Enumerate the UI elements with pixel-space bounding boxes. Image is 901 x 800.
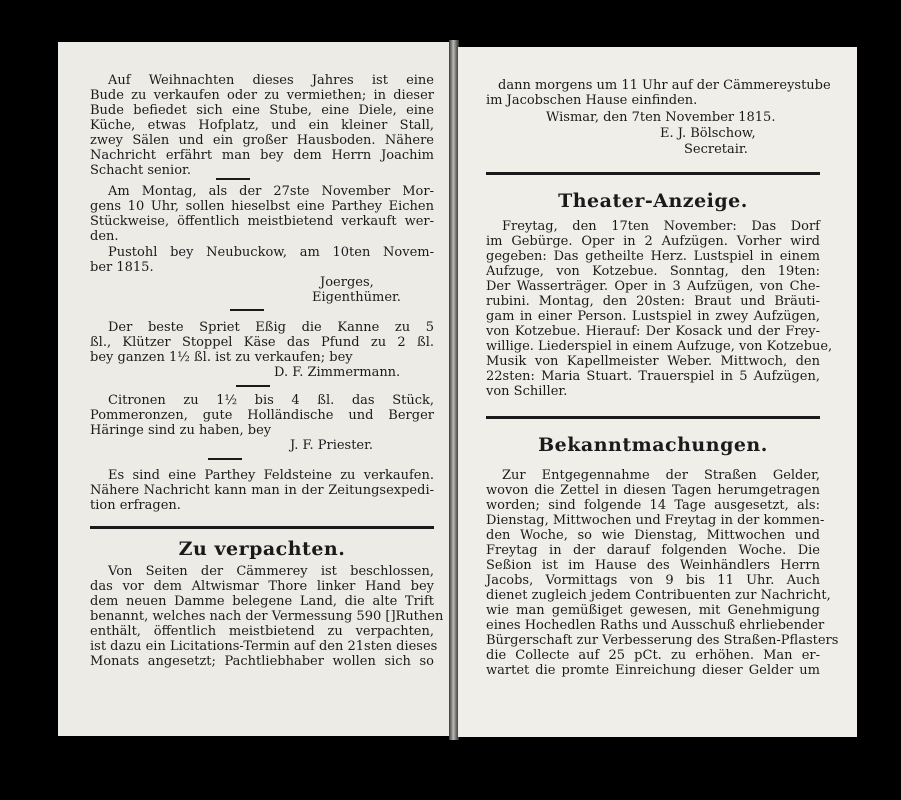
notice3-line: Pustohl bey Neubuckow, am 10ten Novem-	[108, 245, 434, 260]
announcement-line: Freytag in der darauf folgenden Woche. Die	[486, 543, 820, 558]
section-line: das vor dem Altwismar Thore linker Hand bey	[90, 579, 434, 594]
separator-dash	[208, 458, 242, 460]
announcement-line: Bürgerschaft zur Verbesserung des Straßen-Pflasters	[486, 633, 839, 648]
section-rule	[90, 526, 434, 529]
notice1-line: Nachricht erfährt man bey dem Herrn Joachim	[90, 148, 434, 163]
notice5-signature: J. F. Priester.	[290, 438, 374, 453]
signer-title: Secretair.	[684, 142, 748, 157]
announcement-line: den Woche, so wie Dienstag, Mittwochen und	[486, 528, 820, 543]
notice1-line: Bude zu verkaufen oder zu vermiethen; in dieser	[90, 88, 434, 103]
section-heading-theater: Theater-Anzeige.	[558, 190, 748, 212]
signer-name: E. J. Bölschow,	[660, 126, 756, 141]
section-line: dem neuen Damme belegene Land, die alte Trift	[90, 594, 434, 609]
notice6-line: Es sind eine Parthey Feldsteine zu verkaufen.	[108, 468, 434, 483]
theater-line: Freytag, den 17ten November: Das Dorf	[502, 219, 820, 234]
section-line: Monats angesetzt; Pachtliebhaber wollen sich so	[90, 654, 434, 669]
notice1-line: Bude befiedet sich eine Stube, eine Diele, eine	[90, 103, 434, 118]
theater-line: gegeben: Das getheilte Herz. Lustspiel in einem	[486, 249, 820, 264]
notice4-line: ßl., Klützer Stoppel Käse das Pfund zu 2 ßl.	[90, 335, 434, 350]
theater-line: Der Wasserträger. Oper in 3 Aufzügen, von Che-	[486, 279, 820, 294]
notice6-line: tion erfragen.	[90, 498, 181, 513]
notice4-signature: D. F. Zimmermann.	[274, 365, 401, 380]
left-page	[58, 42, 450, 736]
theater-line: Musik von Kapellmeister Weber. Mittwoch, den	[486, 354, 820, 369]
notice6-line: Nähere Nachricht kann man in der Zeitungsexpedi-	[90, 483, 434, 498]
announcement-line: die Collecte auf 25 pCt. zu erhöhen. Man er-	[486, 648, 820, 663]
right-page	[458, 47, 857, 737]
notice2-line: den.	[90, 229, 119, 244]
announcement-line: wartet die promte Einreichung dieser Gelder um	[486, 663, 820, 678]
separator-dash	[216, 178, 250, 180]
section-rule	[486, 172, 820, 175]
notice3-signature: Joerges,	[320, 275, 374, 290]
notice1-line: Schacht senior.	[90, 163, 191, 178]
separator-dash	[230, 309, 264, 311]
announcement-line: wie man gemüßiget gewesen, mit Genehmigung	[486, 603, 820, 618]
theater-line: im Gebürge. Oper in 2 Aufzügen. Vorher wird	[486, 234, 820, 249]
section-rule	[486, 416, 820, 419]
theater-line: von Kotzebue. Hierauf: Der Kosack und der Frey-	[486, 324, 820, 339]
announcement-line: Dienstag, Mittwochen und Freytag in der kommen-	[486, 513, 825, 528]
notice4-line: bey ganzen 1½ ßl. ist zu verkaufen; bey	[90, 350, 353, 365]
theater-line: rubini. Montag, den 20sten: Braut und Bräuti-	[486, 294, 820, 309]
notice1-line: zwey Sälen und ein großer Hausboden. Nähere	[90, 133, 434, 148]
theater-line: willige. Liederspiel in einem Aufzuge, von Kotzebue,	[486, 339, 833, 354]
announcement-line: wovon die Zettel in diesen Tagen herumgetragen	[486, 483, 820, 498]
notice2-line: Am Montag, als der 27ste November Mor-	[108, 184, 434, 199]
separator-dash	[236, 385, 270, 387]
continuation-line: dann morgens um 11 Uhr auf der Cämmereystube	[498, 78, 831, 93]
section-line: Von Seiten der Cämmerey ist beschlossen,	[108, 564, 434, 579]
announcement-line: worden; sind folgende 14 Tage ausgesetzt, als:	[486, 498, 820, 513]
announcement-line: Jacobs, Vormittags von 9 bis 11 Uhr. Auch	[486, 573, 820, 588]
notice4-line: Der beste Spriet Eßig die Kanne zu 5	[108, 320, 434, 335]
theater-line: von Schiller.	[486, 384, 568, 399]
notice5-line: Häringe sind zu haben, bey	[90, 423, 272, 438]
notice5-line: Pommeronzen, gute Holländische und Berger	[90, 408, 434, 423]
section-line: ist dazu ein Licitations-Termin auf den 21sten dieses	[90, 639, 438, 654]
notice3-signature: Eigenthümer.	[312, 290, 401, 305]
notice2-line: gens 10 Uhr, sollen hieselbst eine Parthey Eichen	[90, 199, 434, 214]
announcement-line: Seßion ist im Hause des Weinhändlers Herrn	[486, 558, 820, 573]
theater-line: gam in einer Person. Lustspiel in zwey Aufzügen,	[486, 309, 820, 324]
notice1-line: Auf Weihnachten dieses Jahres ist eine	[108, 73, 434, 88]
announcement-line: eines Hochedlen Raths und Ausschuß ehrliebender	[486, 618, 825, 633]
notice5-line: Citronen zu 1½ bis 4 ßl. das Stück,	[108, 393, 434, 408]
announcement-line: Zur Entgegennahme der Straßen Gelder,	[502, 468, 820, 483]
section-heading-zu-verpachten: Zu verpachten.	[178, 538, 346, 560]
section-heading-bekanntmachungen: Bekanntmachungen.	[538, 434, 768, 456]
dateline: Wismar, den 7ten November 1815.	[546, 110, 776, 125]
theater-line: 22sten: Maria Stuart. Trauerspiel in 5 Aufzügen,	[486, 369, 820, 384]
notice3-line: ber 1815.	[90, 260, 154, 275]
section-line: enthält, öffentlich meistbietend zu verpachten,	[90, 624, 434, 639]
section-line: benannt, welches nach der Vermessung 590 []Ruthen	[90, 609, 444, 624]
theater-line: Aufzuge, von Kotzebue. Sonntag, den 19ten:	[486, 264, 820, 279]
continuation-line: im Jacobschen Hause einfinden.	[486, 93, 698, 108]
notice2-line: Stückweise, öffentlich meistbietend verkauft wer-	[90, 214, 434, 229]
announcement-line: dienet zugleich jedem Contribuenten zur Nachricht,	[486, 588, 831, 603]
notice1-line: Küche, etwas Hofplatz, und ein kleiner Stall,	[90, 118, 434, 133]
